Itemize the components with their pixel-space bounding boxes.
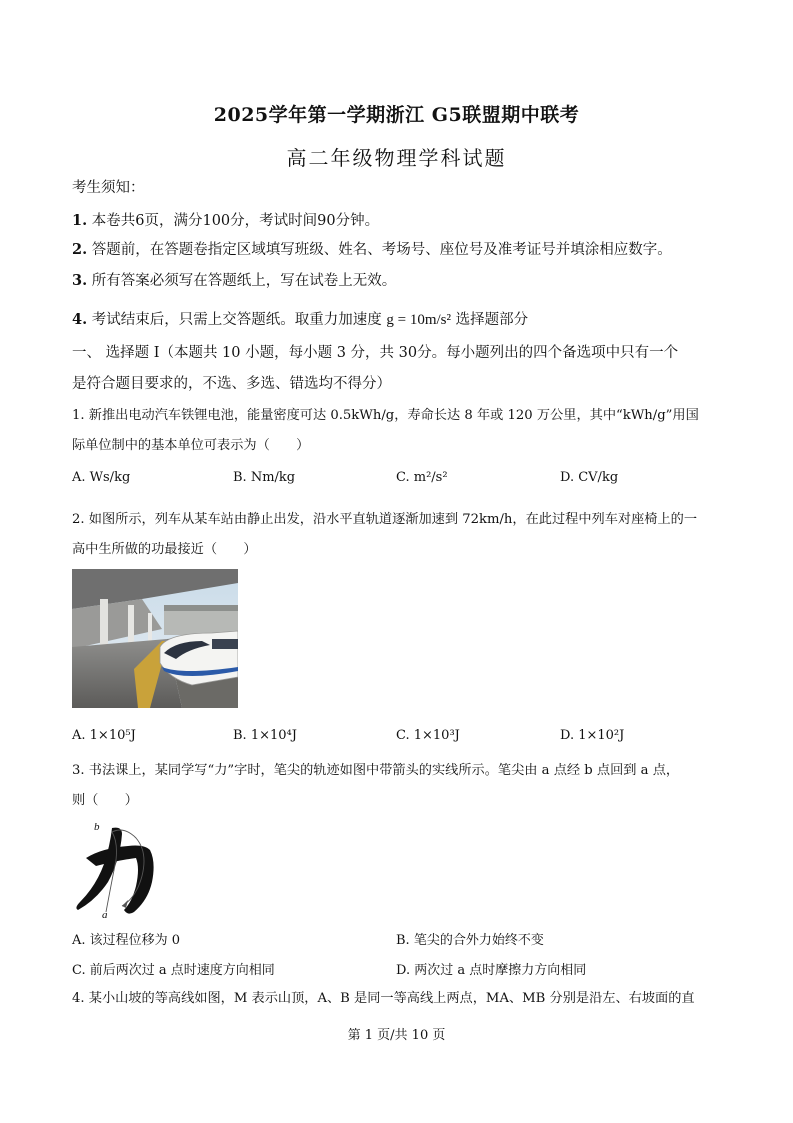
q2-option-a: A. 1×10⁵J	[72, 728, 136, 743]
q2-stem-line1: 2. 如图所示，列车从某车站由静止出发，沿水平直轨道逐渐加速到 72km/h，在此过程中列车对座椅上的一	[72, 512, 698, 527]
notice-item-number: 1.	[72, 212, 88, 229]
q1-option-d: D. CV/kg	[560, 470, 619, 485]
point-a-label: a	[102, 909, 108, 920]
calligraphy-li-figure	[72, 820, 162, 920]
section1-instructions-line2: 是符合题目要求的，不选、多选、错选均不得分）	[72, 376, 391, 392]
notice-item-text: 所有答案必须写在答题纸上，写在试卷上无效。	[91, 273, 397, 289]
q2-option-b: B. 1×10⁴J	[233, 728, 297, 743]
q2-option-c: C. 1×10³J	[396, 728, 460, 743]
exam-subtitle: 高二年级物理学科试题	[286, 146, 507, 170]
train-station-photo	[72, 569, 238, 708]
notice-item-2	[72, 240, 732, 260]
notice-item-4	[72, 310, 732, 330]
section-label: 选择题部分	[455, 312, 529, 328]
page-footer: 第 1 页/共 10 页	[347, 1028, 446, 1043]
exam-title: 2025学年第一学期浙江 G5联盟期中联考	[213, 104, 580, 126]
point-b-label: b	[94, 821, 100, 833]
notice-item-text: 考试结束后，只需上交答题纸。取重力加速度	[91, 312, 382, 328]
notice-item-number: 4.	[72, 311, 88, 328]
notice-item-3	[72, 271, 732, 291]
q3-stem-line1: 3. 书法课上，某同学写“力”字时，笔尖的轨迹如图中带箭头的实线所示。笔尖由 a 点经 b 点回到 a 点，	[72, 763, 680, 778]
notice-heading: 考生须知：	[72, 180, 145, 196]
q1-option-c: C. m²/s²	[396, 470, 448, 485]
gravity-formula: g = 10m/s²	[386, 312, 451, 328]
notice-item-text: 答题前，在答题卷指定区域填写班级、姓名、考场号、座位号及准考证号并填涂相应数字。	[91, 242, 672, 258]
q3-option-c: C. 前后两次过 a 点时速度方向相同	[72, 963, 275, 978]
q2-stem-line2: 高中生所做的功最接近（ ）	[72, 542, 257, 557]
q3-option-a: A. 该过程位移为 0	[72, 933, 181, 948]
q3-stem-line2: 则（ ）	[72, 793, 138, 808]
q2-option-d: D. 1×10²J	[560, 728, 625, 743]
notice-item-number: 2.	[72, 241, 88, 258]
q1-stem-line2: 际单位制中的基本单位可表示为（ ）	[72, 438, 310, 453]
q3-option-b: B. 笔尖的合外力始终不变	[396, 933, 544, 948]
section1-instructions-line1: 一、 选择题 I（本题共 10 小题，每小题 3 分，共 30分。每小题列出的四个备选项中只有一个	[72, 345, 679, 361]
q1-option-a: A. Ws/kg	[72, 470, 131, 485]
notice-item-1	[72, 211, 732, 231]
q3-option-d: D. 两次过 a 点时摩擦力方向相同	[396, 963, 587, 978]
q4-stem-line1: 4. 某小山坡的等高线如图，M 表示山顶，A、B 是同一等高线上两点，MA、MB 分别是沿左、右坡面的直	[72, 991, 695, 1006]
notice-item-number: 3.	[72, 272, 88, 289]
q1-option-b: B. Nm/kg	[233, 470, 296, 485]
notice-item-text: 本卷共6页，满分100分，考试时间90分钟。	[91, 213, 380, 229]
q1-stem-line1: 1. 新推出电动汽车铁锂电池，能量密度可达 0.5kWh/g，寿命长达 8 年或 120 万公里，其中“kWh/g”用国	[72, 408, 699, 423]
